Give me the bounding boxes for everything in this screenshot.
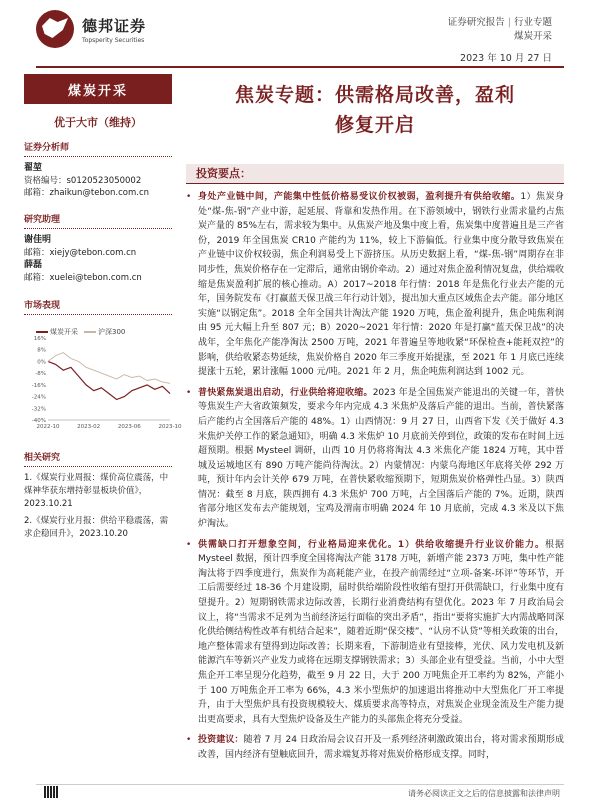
assistant-title: 研究助理 (24, 212, 172, 229)
y-tick-label: -32% (31, 406, 46, 413)
y-tick-label: 8% (37, 347, 46, 354)
footer-divider (36, 784, 564, 785)
sector-badge: 煤炭开采 (24, 74, 172, 104)
bullet-icon: • (186, 539, 192, 550)
analyst-email[interactable]: 邮箱：zhaikun@tebon.com.cn (24, 188, 150, 198)
market-title: 市场表现 (24, 298, 172, 315)
related-item-1[interactable]: 1.《煤炭行业周报：煤价高位震荡，中煤神华获东增持彰显板块价值》，2023.10.21 (24, 473, 169, 509)
assistant-email-2[interactable]: 邮箱：xuelei@tebon.com.cn (24, 273, 142, 283)
analyst-cert: 资格编号：s0120523050002 (24, 176, 142, 186)
report-header (0, 0, 600, 72)
paragraph-3 (186, 538, 564, 728)
analyst-name: 翟堃 (24, 163, 43, 173)
report-type-line: 证券研究报告 | 行业专题 煤炭开采 (447, 17, 552, 42)
paragraph-3-body: 根据 Mysteel 数据，预计四季度全国将淘汰产能 3178 万吨，新增产能 2373 万吨，集中性产能淘汰将于四季度进行，焦炭作为高耗能产业，在投产前需经过“立项-备案-环评”等环节，开工后需要经过 18-36 个月建设期，届时供给端阶段性收缩有望打开供需缺口，行业集中度有望提升。2）短期钢铁需求边际改善，长期行业消费结构有望优化。2023 年 7 月政治局会议上，将“当需求不足列为当前经济运行面临的突出矛盾”，指出“要将实施扩大内需战略同深化供给侧结构性改革有机结合起来”，随着近期“保交楼”、“认房不认贷”等相关政策的出台，地产整体需求有望得到边际改善；长期来看，下游制造业有望接棒，光伏、风力发电机及新能源汽车等新兴产业发力或将在远期支撑钢铁需求；3）头部企业有望受益。当前，小中大型焦企开工率呈现分化趋势，截至 9 月 22 日，大于 200 万吨焦企开工率约为 82%，产能小于 100 万吨焦企开工率为 66%，4.3 米小型焦炉的加速退出将推动中大型焦化厂开工率提升，由于大型焦炉具有投资规模较大、煤质要求高等特点，对焦炭企业现金流及生产能力提出更高要求，具有大型焦炉设备及生产能力的头部焦企将充分受益。 (198, 539, 564, 725)
rating-label: 优于大市（维持） (54, 116, 142, 129)
industry-label: 煤炭开采 (513, 31, 552, 42)
bullet-icon: • (186, 192, 192, 202)
related-section (24, 450, 172, 545)
bullet-icon: • (186, 735, 192, 746)
company-logo (36, 10, 146, 48)
report-type: 证券研究报告 (447, 17, 505, 28)
x-tick-label: 2023-10 (158, 424, 182, 430)
title-line-1: 焦炭专题：供需格局改善，盈利 (234, 84, 515, 106)
title-line-2: 修复开启 (334, 114, 415, 136)
y-tick-label: 16% (33, 336, 46, 342)
legend-item-coal: 煤炭开采 (36, 327, 78, 337)
related-title: 相关研究 (24, 450, 172, 467)
market-performance-chart (24, 324, 182, 434)
report-date: 2023 年 10 月 27 日 (460, 53, 552, 64)
paragraph-3-lead: 供需缺口打开想象空间，行业格局迎来优化。1）供给收缩提升行业议价能力。 (198, 539, 545, 550)
series-line-1 (48, 353, 170, 384)
qr-code-icon (44, 786, 58, 798)
paragraph-2 (186, 386, 564, 532)
y-tick-label: -16% (31, 382, 46, 389)
paragraph-1 (186, 190, 564, 380)
paragraph-1-body: 1）焦炭身处“煤-焦-钢”产业中游，起延展、背靠和发热作用。在下游领域中，钢铁行业需求量约占焦炭产量的 85%左右，需求较为集中。从焦炭产地及集中度上看，焦炭集中度普遍且是三产省份，2019 年全国焦炭 CR10 产能约为 11%，较上下游偏低。行业集中度分散导致焦炭在产业链中议价权较弱，焦企利润易受上下游挤压。从历史数据上看，“煤-焦-钢”周期存在非同步性，焦炭价格存在一定滞后，通常由钢价牵动。2）通过对焦企盈利情况复盘，供给端收缩是焦炭盈利扩展的核心推动。A）2017~2018 年行情：2018 年是焦化行业去产能的元年，国务院发布《打赢蓝天保卫战三年行动计划》，提出加大重点区域焦企去产能。部分地区实施“以钢定焦”。2018 全年全国共计淘汰产能 1920 万吨，焦企盈利提升，焦企吨焦利润由 95 元大幅上升至 807 元；B）2020~2021 年行情：2020 年是打赢“蓝天保卫战”的决战年，全年焦化产能净淘汰 2500 万吨，2021 年普遍呈等地收紧“环保检查+能耗双控”的影响，供给收紧态势延续，焦炭价格自 2020 年三季度开始提涨，至 2021 年 1 月底已连续提涨十五轮，累计涨幅 1000 元/吨。2021 年 2 月，焦企吨焦利润达到 1002 元。 (198, 192, 564, 378)
footer-disclaimer: 请务必阅读正文之后的信息披露和法律声明 (408, 789, 560, 798)
paragraph-2-lead: 普快紧焦炭退出启动，行业供给将迎收缩。 (198, 387, 373, 398)
company-name-cn: 德邦证券 (82, 16, 147, 35)
y-tick-label: 0% (37, 359, 46, 366)
market-section (24, 298, 172, 320)
report-body (186, 190, 564, 769)
analyst-title: 证券分析师 (24, 140, 172, 157)
x-tick-label: 2022-10 (36, 424, 60, 430)
assistant-name-2: 薛磊 (24, 260, 43, 270)
bullet-icon: • (186, 387, 192, 398)
legend-item-hs300: 沪深300 (84, 327, 125, 337)
report-title (186, 74, 564, 150)
report-subtype: 行业专题 (513, 17, 552, 28)
x-tick-label: 2023-06 (117, 424, 141, 430)
y-tick-label: -8% (35, 371, 46, 378)
analyst-section (24, 140, 172, 199)
paragraph-2-body: 2023 年是全国焦炭产能退出的关键一年，普快等焦炭生产大省政策频发，要求今年内完成 4.3 米焦炉及落后产能的退出。当前，普快紧落后产能约占全国落后产能的 48%。1）山西情况：9 月 27 日，山西省下发《关于做好 4.3 米焦炉关停工作的紧急通知》，明确 4.3 米焦炉 10 月底前关停到位，政策的发布在时间上远超预期。根据 Mysteel 调研，山西 10 月仍将将淘汰 4.3 米焦化产能 1824 万吨，其中晋城及运城地区有 890 万吨产能尚待淘汰。2）内蒙情况：内蒙乌海地区年底将关停 292 万吨，预计年内会计关停 679 万吨，在普快紧收缩预期下，短期焦炭价格弹性凸显。3）陕西情况：截至 8 月底，陕西拥有 4.3 米焦炉 700 万吨，占全国落后产能的 7%。近期，陕西省部分地区发布去产能规划，宝鸡及渭南市明确 2024 年 10 月底前，完成 4.3 米及以下焦炉淘汰。 (198, 387, 564, 530)
x-tick-label: 2023-02 (77, 424, 101, 430)
investment-highlights-header: 投资要点： (186, 164, 564, 184)
paragraph-4-body: 随着 7 月 24 日政治局会议召开及一系列经济刺激政策出台，将对需求预期形成改善，国内经济有望触底回升，需求端复苏将对焦炭价格形成支撑。同时， (198, 735, 564, 760)
paragraph-4-lead: 投资建议： (198, 735, 244, 746)
logo-icon (36, 10, 74, 48)
related-item-2[interactable]: 2.《煤炭行业月报：供给平稳震荡，需求企稳回升》，2023.10.20 (24, 516, 169, 539)
y-tick-label: -24% (31, 394, 46, 401)
company-name-en: Topsperity Securities (82, 36, 145, 44)
y-tick-label: -40% (31, 418, 46, 424)
series-line-0 (48, 361, 170, 399)
paragraph-1-lead: 身处产业链中间，产能集中性低价格易受议价权被弱，盈利提升有供给收缩。 (198, 192, 521, 202)
assistant-email-1[interactable]: 邮箱：xiejy@tebon.com.cn (24, 248, 137, 258)
assistant-section (24, 212, 172, 284)
assistant-name-1: 谢佳明 (24, 235, 52, 245)
paragraph-4 (186, 733, 564, 762)
header-divider (36, 66, 564, 68)
